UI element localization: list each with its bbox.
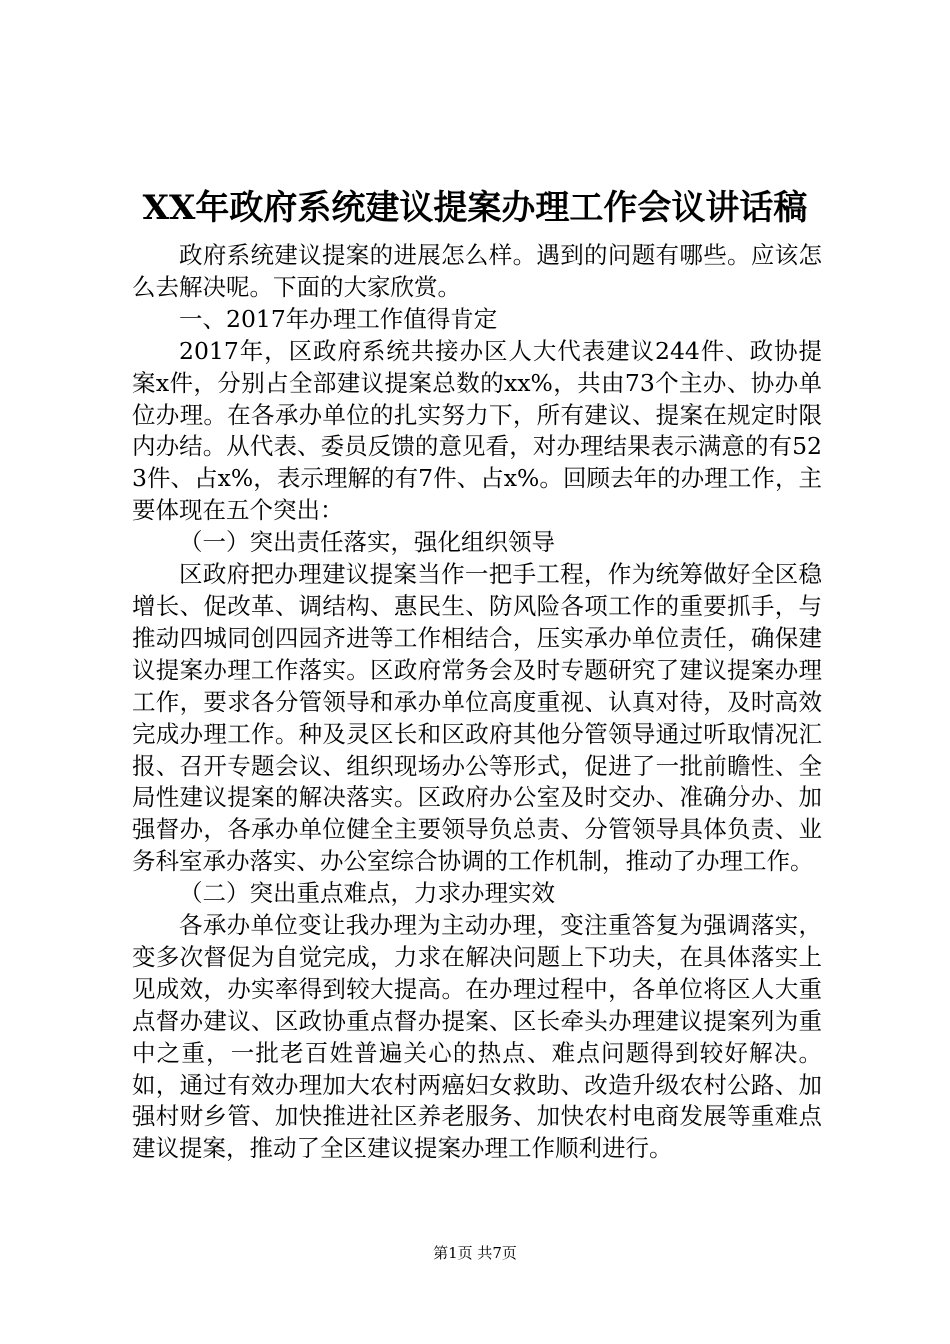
body-paragraph: 2017年，区政府系统共接办区人大代表建议244件、政协提案x件，分别占全部建议提案总数的xx%，共由73个主办、协办单位办理。在各承办单位的扎实努力下，所有建议、提案在规定时限内办结。从代表、委员反馈的意见看，对办理结果表示满意的有523件、占x%，表示理解的有7件、占x%。回顾去年的办理工作，主要体现在五个突出：: [132, 336, 822, 525]
subsection-heading-2: （二）突出重点难点，力求办理实效: [179, 879, 555, 908]
subsection-heading-1: （一）突出责任落实，强化组织领导: [179, 528, 555, 557]
section-heading-1: 一、2017年办理工作值得肯定: [179, 304, 498, 333]
document-title: XX年政府系统建议提案办理工作会议讲话稿: [142, 188, 808, 228]
document-body: [132, 240, 822, 1165]
page-number-footer: 第1页 共7页: [433, 1244, 517, 1262]
body-paragraph: 区政府把办理建议提案当作一把手工程，作为统筹做好全区稳增长、促改革、调结构、惠民生、防风险各项工作的重要抓手，与推动四城同创四园齐进等工作相结合，压实承办单位责任，确保建议提案办理工作落实。区政府常务会及时专题研究了建议提案办理工作，要求各分管领导和承办单位高度重视、认真对待，及时高效完成办理工作。种及灵区长和区政府其他分管领导通过听取情况汇报、召开专题会议、组织现场办公等形式，促进了一批前瞻性、全局性建议提案的解决落实。区政府办公室及时交办、准确分办、加强督办，各承办单位健全主要领导负总责、分管领导具体负责、业务科室承办落实、办公室综合协调的工作机制，推动了办理工作。: [132, 560, 822, 876]
intro-paragraph: 政府系统建议提案的进展怎么样。遇到的问题有哪些。应该怎么去解决呢。下面的大家欣赏。: [132, 241, 822, 301]
body-paragraph: 各承办单位变让我办理为主动办理，变注重答复为强调落实，变多次督促为自觉完成，力求在解决问题上下功夫，在具体落实上见成效，办实率得到较大提高。在办理过程中，各单位将区人大重点督办建议、区政协重点督办提案、区长牵头办理建议提案列为重中之重，一批老百姓普遍关心的热点、难点问题得到较好解决。如，通过有效办理加大农村两癌妇女救助、改造升级农村公路、加强村财乡管、加快推进社区养老服务、加快农村电商发展等重难点建议提案，推动了全区建议提案办理工作顺利进行。: [132, 911, 822, 1163]
